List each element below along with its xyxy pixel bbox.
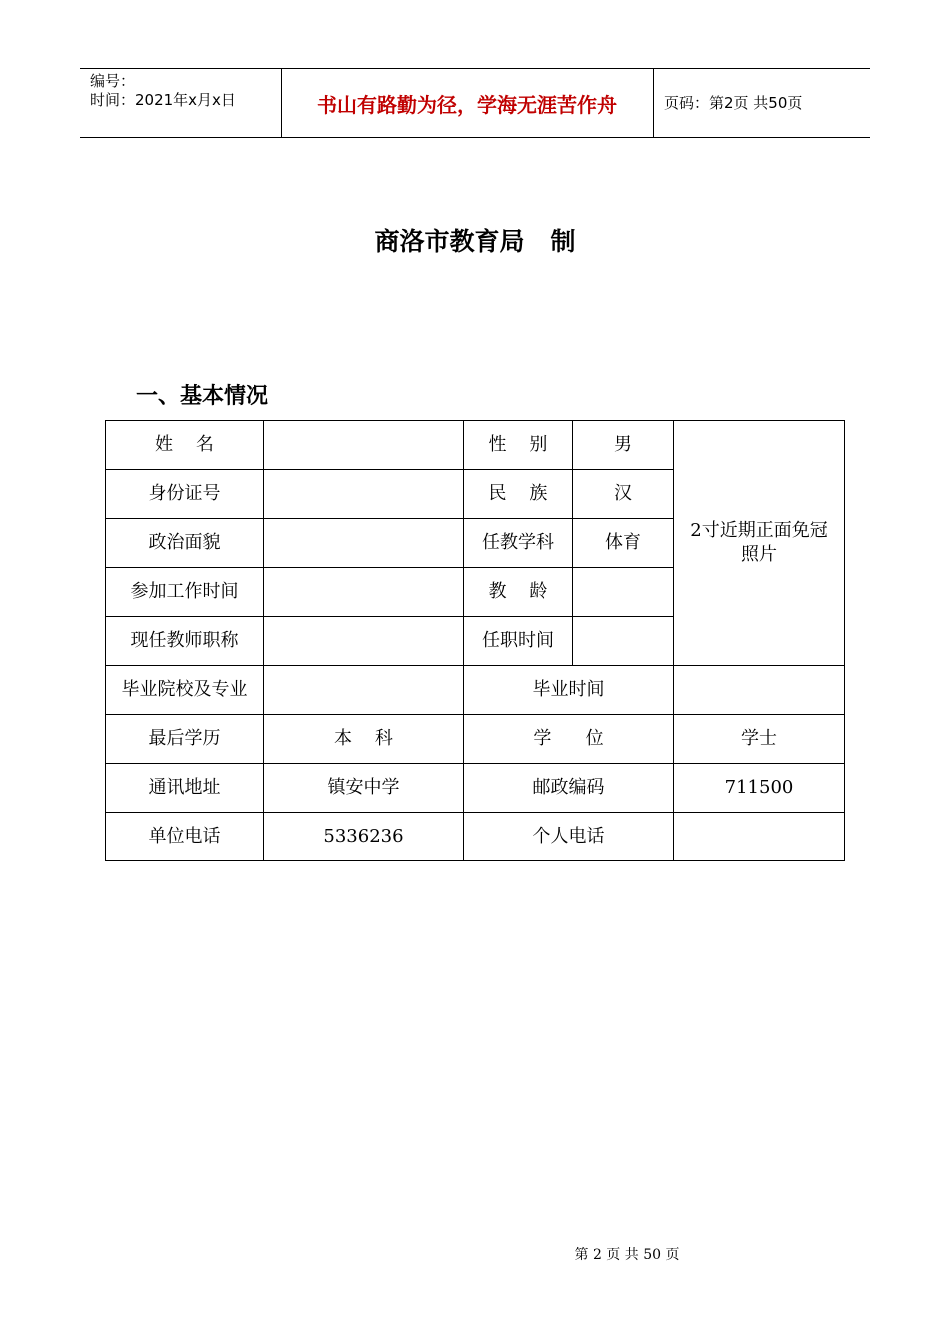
political-status-field[interactable] (264, 519, 463, 567)
work-phone-value[interactable]: 5336236 (323, 825, 404, 847)
header-page-cell (654, 69, 870, 137)
name-field[interactable] (264, 421, 463, 469)
ethnicity-label: 民 族 (488, 483, 548, 504)
address-label: 通讯地址 (148, 777, 221, 798)
professional-title-field[interactable] (264, 617, 463, 665)
postcode-value[interactable]: 711500 (724, 777, 794, 798)
name-label: 姓 名 (155, 434, 214, 455)
graduation-time-field[interactable] (674, 666, 844, 714)
political-status-label: 政治面貌 (148, 532, 221, 553)
subject-label: 任教学科 (482, 532, 554, 553)
degree-label: 学 位 (533, 728, 604, 749)
header-motto-cell (281, 69, 654, 137)
address-value[interactable]: 镇安中学 (327, 777, 400, 798)
page-header (80, 68, 870, 138)
issuing-organization: 商洛市教育局 制 (374, 227, 576, 256)
work-phone-label: 单位电话 (148, 825, 221, 847)
page-footer: 第 2 页 共 50 页 (574, 1247, 680, 1263)
postcode-label: 邮政编码 (532, 777, 605, 798)
photo-placeholder[interactable]: 2寸近期正面免冠照片 (690, 520, 828, 565)
id-number-label: 身份证号 (148, 483, 221, 504)
ethnicity-value[interactable]: 汉 (614, 483, 632, 504)
work-start-field[interactable] (264, 568, 463, 616)
subject-value[interactable]: 体育 (605, 532, 641, 553)
teaching-years-label: 教 龄 (488, 581, 548, 602)
id-number-field[interactable] (264, 470, 463, 518)
teaching-years-field[interactable] (573, 568, 673, 616)
header-meta-cell (80, 69, 282, 137)
degree-value[interactable]: 学士 (741, 728, 777, 749)
section-title: 一、基本情况 (136, 384, 269, 409)
graduation-time-label: 毕业时间 (532, 679, 605, 700)
appointment-time-field[interactable] (573, 617, 673, 665)
work-start-label: 参加工作时间 (130, 581, 239, 602)
header-page-info: 页码：第2页 共50页 (664, 94, 803, 112)
document-number-label: 编号： (90, 72, 136, 90)
education-label: 最后学历 (148, 728, 221, 749)
header-motto: 书山有路勤为径，学海无涯苦作舟 (317, 93, 617, 117)
gender-value[interactable]: 男 (614, 434, 632, 455)
document-date-label: 时间：2021年x月x日 (90, 91, 236, 109)
personal-phone-field[interactable] (674, 813, 844, 860)
education-value[interactable]: 本 科 (334, 728, 393, 749)
graduate-school-field[interactable] (264, 666, 463, 714)
professional-title-label: 现任教师职称 (130, 630, 239, 651)
graduate-school-label: 毕业院校及专业 (121, 679, 248, 700)
appointment-time-label: 任职时间 (482, 630, 554, 651)
gender-label: 性 别 (488, 434, 548, 455)
basic-info-table (105, 420, 845, 861)
personal-phone-label: 个人电话 (532, 825, 605, 847)
